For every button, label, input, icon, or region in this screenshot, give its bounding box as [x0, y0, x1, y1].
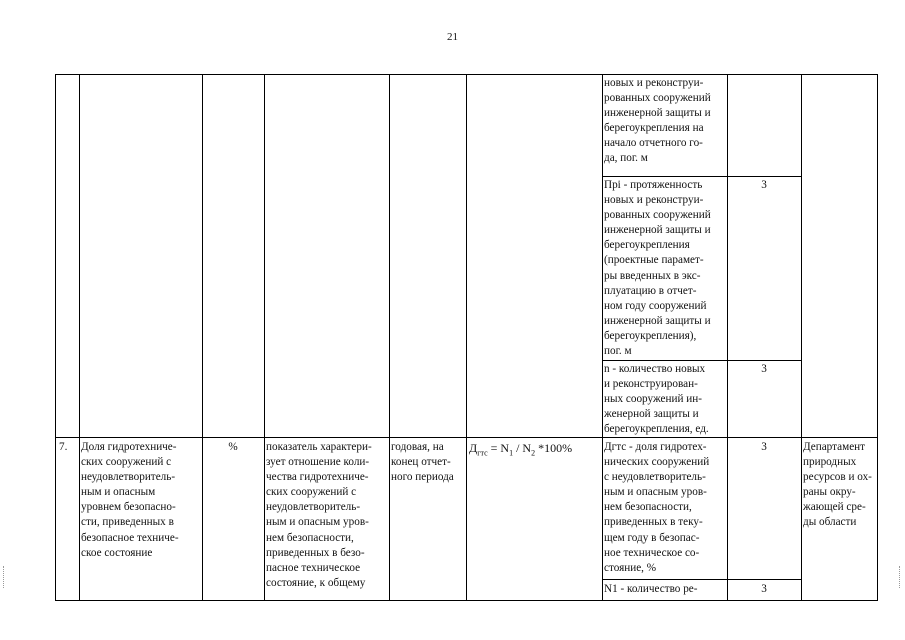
- variable-description: Дгтс - доля гидротех- нических сооружений с неудовлетворитель- ным и опасным уров- нем безопасности, приведенных в теку- щем году в безопас- ное техническое со- стояние, %: [604, 441, 710, 574]
- indicator-definition: показатель характери- зует отношение коли- чества гидротехниче- ских сооружений с неудовлетворитель- ным и опасным уров- нем безопасности, приведенных в безо- пасное техническое состояние, к общему: [266, 441, 372, 589]
- indicator-table: [55, 74, 878, 601]
- variable-description: Прi - протяженность новых и реконструи- рованных сооружений инженерной защиты и берегоукрепления (проектные парамет- ры введенных в экс- плуатацию в отчет- ном году сооружений инженерной защиты и берегоукрепления), пог. м: [604, 179, 711, 358]
- variable-description: N1 - количество ре-: [604, 583, 698, 595]
- row-divider: [602, 176, 802, 177]
- table-border-left: [55, 74, 56, 601]
- scan-edge-mark: [3, 566, 6, 588]
- scan-edge-mark: [899, 566, 902, 588]
- col-divider: [79, 74, 80, 601]
- table-border-top: [55, 74, 878, 75]
- unit: %: [228, 441, 238, 453]
- col-divider: [602, 74, 603, 601]
- variable-description: n - количество новых и реконструирован- ных сооружений ин- женерной защиты и берегоукрепления, ед.: [604, 363, 709, 436]
- variable-value: 3: [761, 179, 767, 191]
- col-divider: [801, 74, 802, 601]
- variable-description: новых и реконструи- рованных сооружений инженерной защиты и берегоукрепления на начало отчетного го- да, пог. м: [604, 77, 711, 165]
- row-divider: [602, 360, 802, 361]
- reporting-period: годовая, на конец отчет- ного периода: [391, 441, 454, 484]
- table-border-right: [877, 74, 878, 601]
- indicator-name: Доля гидротехниче- ских сооружений с неудовлетворитель- ным и опасным уровнем безопасно- сти, приведенных в безопасное техниче- ское состояние: [81, 441, 179, 559]
- col-divider: [264, 74, 265, 601]
- page-number: 21: [447, 31, 458, 43]
- variable-value: 3: [761, 583, 767, 595]
- responsible-department: Департамент природных ресурсов и ох- раны окру- жающей сре- ды области: [803, 441, 872, 529]
- col-divider: [466, 74, 467, 601]
- row-number: 7.: [59, 441, 68, 453]
- table-border-bottom: [55, 600, 878, 601]
- row-divider: [55, 437, 878, 438]
- variable-value: 3: [761, 441, 767, 453]
- calculation-formula: $Д_{гтс} = N_1 / N_2$ *100%: [469, 441, 573, 458]
- variable-value: 3: [761, 363, 767, 375]
- row-divider: [602, 579, 802, 580]
